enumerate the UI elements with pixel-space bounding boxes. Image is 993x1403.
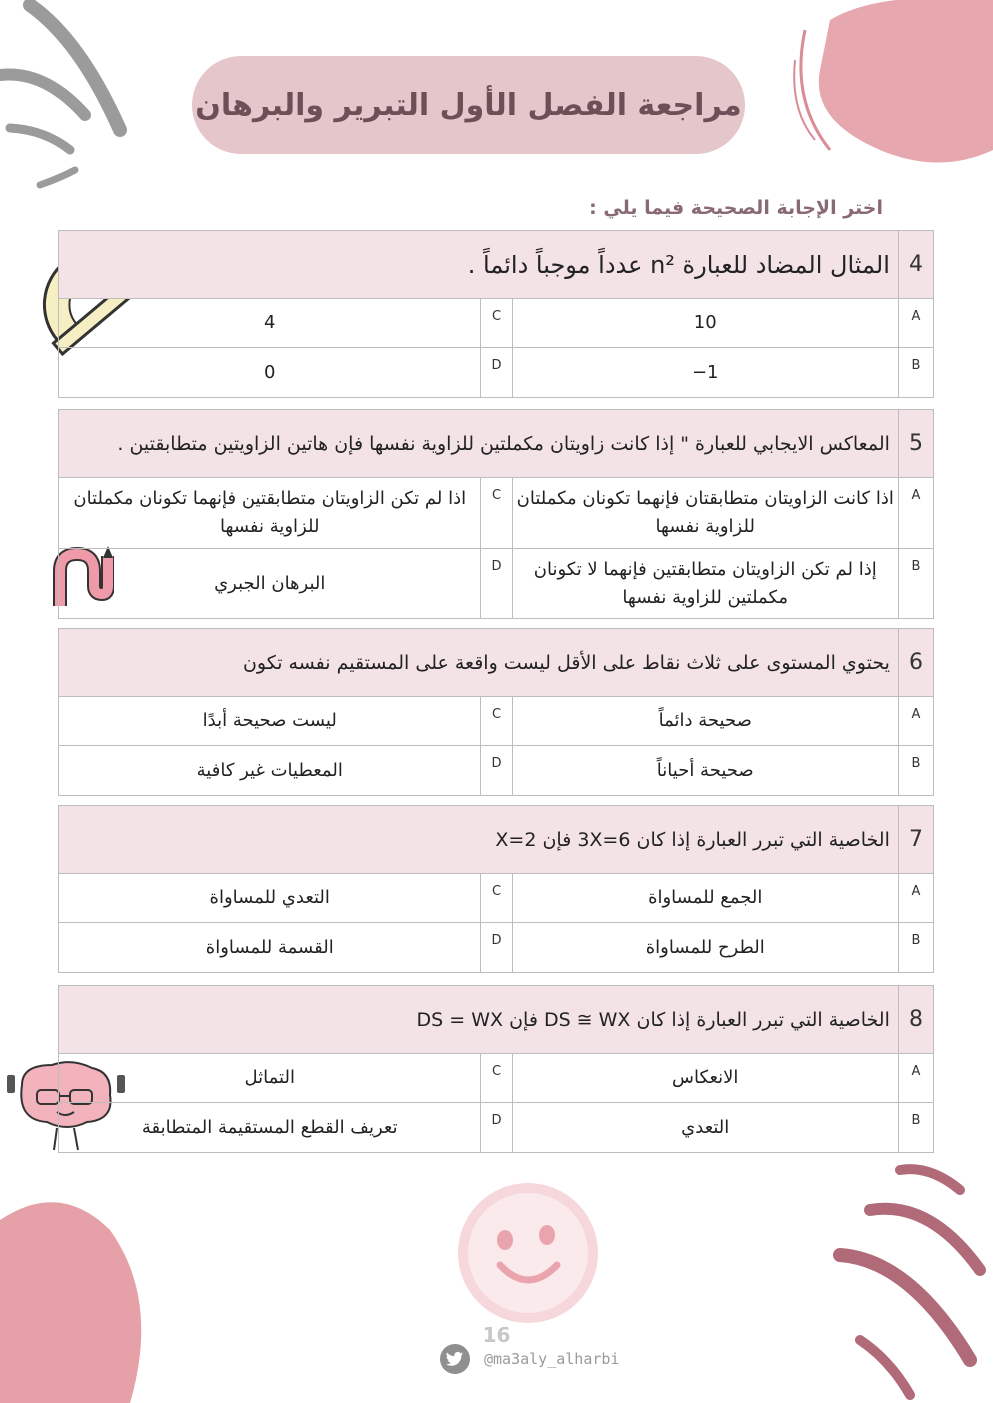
question-7-table bbox=[58, 805, 934, 973]
question-6-table bbox=[58, 628, 934, 796]
option-d[interactable]: القسمة للمساواة bbox=[59, 923, 481, 973]
top-right-blob bbox=[790, 0, 993, 180]
option-d[interactable]: تعريف القطع المستقيمة المتطابقة bbox=[59, 1103, 481, 1153]
option-letter-c: C bbox=[481, 697, 512, 746]
option-letter-c: C bbox=[481, 1054, 512, 1103]
option-letter-b: B bbox=[898, 923, 933, 973]
option-c[interactable]: اذا لم تكن الزاويتان متطابقتين فإنهما تكونان مكملتان للزاوية نفسها bbox=[59, 478, 481, 549]
option-letter-a: A bbox=[898, 874, 933, 923]
question-text: الخاصية التي تبرر العبارة إذا كان 3X=6 فإن X=2 bbox=[59, 806, 899, 874]
option-b[interactable]: التعدي bbox=[512, 1103, 898, 1153]
page-number: 16 bbox=[482, 1323, 511, 1347]
option-b[interactable]: 1− bbox=[512, 348, 898, 398]
option-letter-b: B bbox=[898, 549, 933, 619]
option-b[interactable]: إذا لم تكن الزاويتان متطابقتين فإنهما لا تكونان مكملتين للزاوية نفسها bbox=[512, 549, 898, 619]
smiley-face-decoration bbox=[455, 1180, 601, 1326]
option-letter-d: D bbox=[481, 549, 512, 619]
option-letter-b: B bbox=[898, 746, 933, 796]
option-c[interactable]: التعدي للمساواة bbox=[59, 874, 481, 923]
option-d[interactable]: المعطيات غير كافية bbox=[59, 746, 481, 796]
option-b[interactable]: الطرح للمساواة bbox=[512, 923, 898, 973]
option-a[interactable]: 10 bbox=[512, 299, 898, 348]
question-text: الخاصية التي تبرر العبارة إذا كان DS ≅ WX فإن DS = WX bbox=[59, 986, 899, 1054]
option-letter-c: C bbox=[481, 478, 512, 549]
question-number: 6 bbox=[898, 629, 933, 697]
bottom-left-blob bbox=[0, 1180, 150, 1403]
question-8-table bbox=[58, 985, 934, 1153]
option-letter-b: B bbox=[898, 348, 933, 398]
twitter-icon bbox=[440, 1344, 470, 1374]
option-d[interactable]: 0 bbox=[59, 348, 481, 398]
question-number: 7 bbox=[898, 806, 933, 874]
option-a[interactable]: اذا كانت الزاويتان متطابقتان فإنهما تكونان مكملتان للزاوية نفسها bbox=[512, 478, 898, 549]
option-letter-a: A bbox=[898, 1054, 933, 1103]
question-text: المثال المضاد للعبارة n² عدداً موجباً دائماً . bbox=[59, 231, 899, 299]
option-letter-d: D bbox=[481, 348, 512, 398]
twitter-handle: @ma3aly_alharbi bbox=[484, 1350, 620, 1368]
option-a[interactable]: الجمع للمساواة bbox=[512, 874, 898, 923]
option-b[interactable]: صحيحة أحياناً bbox=[512, 746, 898, 796]
question-4-table bbox=[58, 230, 934, 398]
page-title: مراجعة الفصل الأول التبرير والبرهان bbox=[195, 87, 742, 123]
question-number: 5 bbox=[898, 410, 933, 478]
question-number: 4 bbox=[898, 231, 933, 299]
question-5-table bbox=[58, 409, 934, 619]
option-letter-d: D bbox=[481, 1103, 512, 1153]
option-c[interactable]: ليست صحيحة أبدًا bbox=[59, 697, 481, 746]
question-number: 8 bbox=[898, 986, 933, 1054]
option-a[interactable]: صحيحة دائماً bbox=[512, 697, 898, 746]
instruction-text: اختر الإجابة الصحيحة فيما يلي : bbox=[589, 197, 883, 219]
option-a[interactable]: الانعكاس bbox=[512, 1054, 898, 1103]
option-letter-a: A bbox=[898, 478, 933, 549]
option-c[interactable]: 4 bbox=[59, 299, 481, 348]
title-banner bbox=[192, 56, 745, 154]
option-letter-a: A bbox=[898, 299, 933, 348]
option-d[interactable]: البرهان الجبري bbox=[59, 549, 481, 619]
option-c[interactable]: التماثل bbox=[59, 1054, 481, 1103]
question-text: المعاكس الايجابي للعبارة " إذا كانت زاويتان مكملتين للزاوية نفسها فإن هاتين الزاويتين متطابقتين . bbox=[59, 410, 899, 478]
option-letter-c: C bbox=[481, 874, 512, 923]
bottom-right-decoration bbox=[830, 1160, 993, 1403]
question-text: يحتوي المستوى على ثلاث نقاط على الأقل ليست واقعة على المستقيم نفسه تكون bbox=[59, 629, 899, 697]
option-letter-b: B bbox=[898, 1103, 933, 1153]
option-letter-a: A bbox=[898, 697, 933, 746]
option-letter-d: D bbox=[481, 923, 512, 973]
option-letter-c: C bbox=[481, 299, 512, 348]
top-left-decoration bbox=[0, 0, 140, 200]
option-letter-d: D bbox=[481, 746, 512, 796]
